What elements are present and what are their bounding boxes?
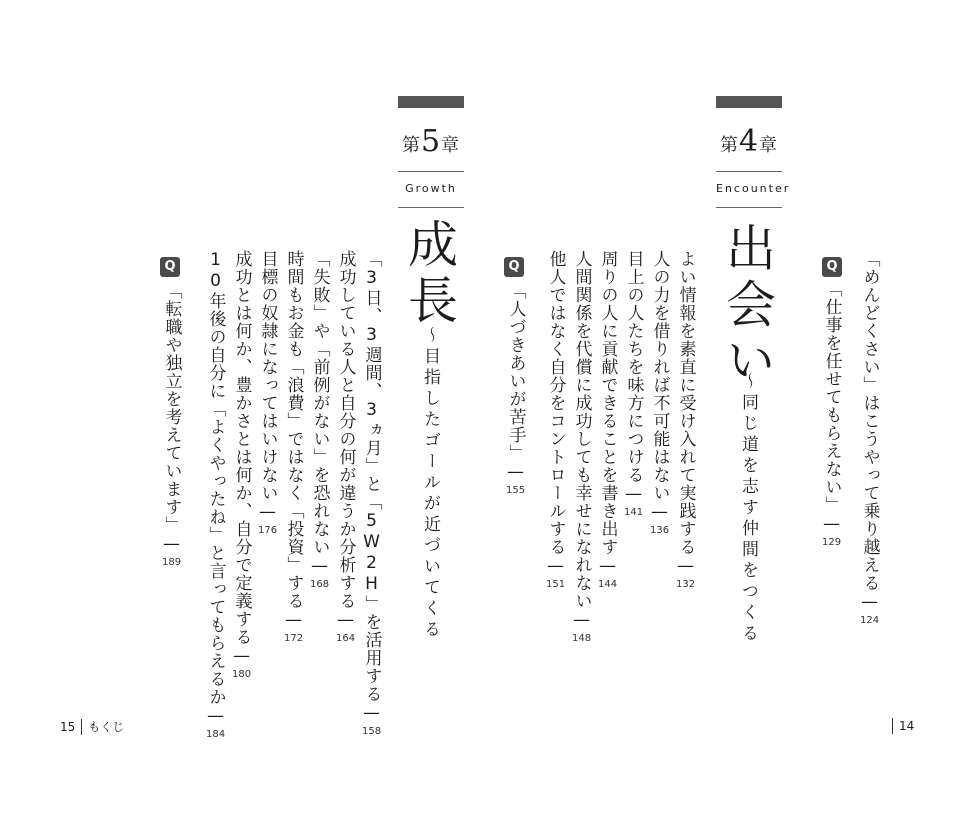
folio-divider (892, 718, 893, 734)
chapter-number: 第5章 (401, 124, 461, 159)
chapter-english: Growth (405, 182, 457, 195)
entry-text: 「人づきあいが苦手」 (505, 282, 526, 462)
toc-entry[interactable] (676, 250, 695, 590)
entry-page: 136 (650, 525, 670, 536)
entry-page: 124 (860, 615, 880, 626)
entry-dash: — (571, 610, 592, 630)
q-badge-icon: Q (822, 257, 842, 277)
page-number: 14 (899, 719, 915, 733)
entry-text: 「仕事を任せてもらえない」 (821, 280, 842, 514)
toc-entry[interactable] (206, 250, 225, 740)
entry-page: 148 (572, 633, 592, 644)
entry-dash: — (505, 462, 526, 482)
entry-text: 「失敗」や「前例がない」を恐れない (309, 250, 330, 556)
toc-entry[interactable] (336, 250, 355, 644)
entry-text: 目上の人たちを味方につける (623, 250, 644, 484)
entry-text: 時間もお金も「浪費」ではなく「投資」する (283, 250, 304, 610)
folio-right (886, 718, 914, 734)
chapter-rule (398, 171, 464, 172)
toc-entry[interactable] (232, 250, 251, 680)
entry-text: 人の力を借りれば不可能はない (649, 250, 670, 502)
entry-text: よい情報を素直に受け入れて実践する (675, 250, 696, 556)
entry-page: 189 (162, 557, 182, 568)
entry-text: 成功している人と自分の何が違うか分析する (335, 250, 356, 610)
toc-entry-q[interactable] (162, 282, 181, 568)
entry-dash: — (231, 646, 252, 666)
folio-label: もくじ (88, 720, 125, 734)
entry-dash: — (205, 706, 226, 726)
toc-entry-q[interactable] (860, 250, 879, 626)
toc-entry[interactable] (572, 250, 591, 644)
toc-entry[interactable] (310, 250, 329, 590)
toc-entry[interactable] (284, 250, 303, 644)
entry-page: 158 (362, 726, 382, 737)
entry-page: 129 (822, 537, 842, 548)
entry-page: 151 (546, 579, 566, 590)
chapter-subtitle: 〜目指したゴールが近づいてくる (420, 326, 440, 641)
entry-page: 155 (506, 485, 526, 496)
toc-entry[interactable] (650, 250, 669, 536)
entry-dash: — (821, 514, 842, 534)
chapter-subtitle: 〜同じ道を志す仲間をつくる (738, 372, 758, 645)
entry-text: 「3日、3週間、3ヵ月」と「5W2H」を活用する (361, 250, 382, 703)
entry-text: 「めんどくさい」はこうやって乗り越える (859, 250, 880, 592)
chapter-number: 第4章 (719, 124, 779, 159)
entry-dash: — (309, 556, 330, 576)
chapter-rule (398, 207, 464, 208)
entry-text: 目標の奴隷になってはいけない (257, 250, 278, 502)
chapter-header (398, 96, 464, 208)
entry-page: 141 (624, 507, 644, 518)
entry-dash: — (361, 703, 382, 723)
chapter-rule (716, 171, 782, 172)
entry-dash: — (675, 556, 696, 576)
toc-entry[interactable] (546, 250, 565, 590)
entry-page: 132 (676, 579, 696, 590)
entry-dash: — (597, 556, 618, 576)
entry-page: 176 (258, 525, 278, 536)
entry-page: 168 (310, 579, 330, 590)
entry-text: 10年後の自分に「よくやったね」と言ってもらえるか (205, 250, 226, 706)
q-badge-icon: Q (160, 257, 180, 277)
entry-page: 172 (284, 633, 304, 644)
chapter-rule (716, 207, 782, 208)
chapter-header (716, 96, 791, 208)
toc-entry[interactable] (598, 250, 617, 590)
page-number: 15 (60, 719, 76, 734)
entry-text: 「転職や独立を考えています」 (161, 282, 182, 534)
entry-dash: — (545, 556, 566, 576)
entry-dash: — (161, 534, 182, 554)
entry-dash: — (649, 502, 670, 522)
entry-page: 144 (598, 579, 618, 590)
entry-dash: — (257, 502, 278, 522)
entry-dash: — (283, 610, 304, 630)
entry-text: 他人ではなく自分をコントロールする (545, 250, 566, 556)
entry-text: 成功とは何か、豊かさとは何か、自分で定義する (231, 250, 252, 646)
folio-left (60, 718, 124, 735)
toc-entry[interactable] (624, 250, 643, 518)
chapter-bar (398, 96, 464, 108)
chapter-english: Encounter (716, 182, 791, 195)
q-badge-icon: Q (504, 257, 524, 277)
toc-entry-q[interactable] (506, 282, 525, 496)
entry-dash: — (859, 592, 880, 612)
toc-entry[interactable] (362, 250, 381, 737)
entry-text: 周りの人に貢献できることを書き出す (597, 250, 618, 556)
entry-page: 180 (232, 669, 252, 680)
folio-divider (81, 719, 82, 735)
chapter-bar (716, 96, 782, 108)
entry-dash: — (623, 484, 644, 504)
entry-dash: — (335, 610, 356, 630)
chapter-title: 成長 (400, 218, 458, 330)
entry-page: 184 (206, 729, 226, 740)
chapter-title: 出会い (718, 222, 776, 390)
entry-text: 人間関係を代償に成功しても幸せになれない (571, 250, 592, 610)
toc-entry-q[interactable] (822, 280, 841, 548)
toc-entry[interactable] (258, 250, 277, 536)
entry-page: 164 (336, 633, 356, 644)
